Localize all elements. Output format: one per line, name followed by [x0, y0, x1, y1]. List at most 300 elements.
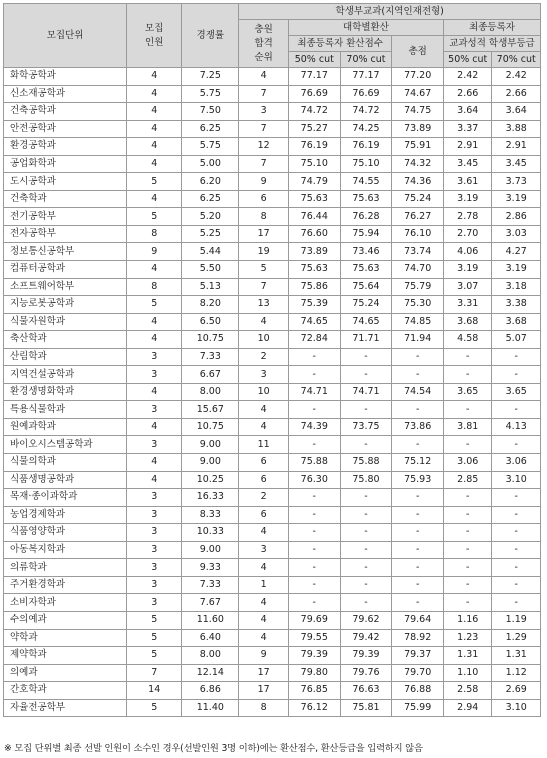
- row-unit-name: 공업화학과: [4, 155, 127, 173]
- table-cell: 9: [127, 243, 182, 261]
- row-unit-name: 지능로봇공학과: [4, 296, 127, 314]
- table-cell: 3.81: [444, 418, 492, 436]
- table-cell: 3: [127, 401, 182, 419]
- row-unit-name: 소프트웨어학부: [4, 278, 127, 296]
- table-cell: -: [288, 576, 340, 594]
- table-cell: 74.54: [392, 383, 444, 401]
- table-cell: 2.85: [444, 471, 492, 489]
- table-cell: -: [392, 401, 444, 419]
- row-unit-name: 도시공학과: [4, 173, 127, 191]
- table-cell: 79.64: [392, 611, 444, 629]
- table-cell: -: [444, 401, 492, 419]
- table-cell: 4: [127, 383, 182, 401]
- table-cell: -: [288, 436, 340, 454]
- table-row: [4, 576, 541, 594]
- table-cell: 6.40: [182, 629, 239, 647]
- table-cell: 4: [127, 68, 182, 86]
- table-cell: 79.42: [340, 629, 392, 647]
- table-cell: 3.03: [492, 225, 541, 243]
- table-cell: -: [492, 366, 541, 384]
- table-cell: 7.25: [182, 68, 239, 86]
- table-cell: 4: [239, 313, 289, 331]
- table-cell: 9.33: [182, 559, 239, 577]
- table-cell: 76.28: [340, 208, 392, 226]
- row-unit-name: 지역건설공학과: [4, 366, 127, 384]
- table-cell: -: [288, 541, 340, 559]
- table-cell: 4.58: [444, 331, 492, 349]
- table-cell: -: [288, 524, 340, 542]
- table-row: [4, 278, 541, 296]
- table-cell: 7.50: [182, 103, 239, 121]
- row-unit-name: 환경생명화학과: [4, 383, 127, 401]
- table-cell: 6: [239, 471, 289, 489]
- table-cell: 4: [127, 313, 182, 331]
- table-cell: 3: [127, 524, 182, 542]
- table-cell: 76.63: [340, 682, 392, 700]
- table-cell: 4: [127, 331, 182, 349]
- table-cell: 71.94: [392, 331, 444, 349]
- table-cell: 12.14: [182, 664, 239, 682]
- table-cell: 6: [239, 454, 289, 472]
- header-final-score: 최종등록자 환산점수: [288, 36, 391, 52]
- table-cell: 1.16: [444, 611, 492, 629]
- table-cell: 3.10: [492, 471, 541, 489]
- header-quota: 모집 인원: [127, 4, 182, 68]
- table-cell: 3.19: [492, 261, 541, 279]
- table-row: [4, 524, 541, 542]
- table-cell: -: [444, 576, 492, 594]
- table-cell: 3.38: [492, 296, 541, 314]
- table-cell: 4: [239, 559, 289, 577]
- table-cell: 3.64: [444, 103, 492, 121]
- header-extra-rank: 충원 합격 순위: [239, 20, 289, 68]
- table-cell: 76.60: [288, 225, 340, 243]
- table-cell: 1.12: [492, 664, 541, 682]
- table-cell: 73.75: [340, 418, 392, 436]
- table-cell: 5: [127, 208, 182, 226]
- table-cell: 75.79: [392, 278, 444, 296]
- row-unit-name: 안전공학과: [4, 120, 127, 138]
- table-cell: -: [444, 348, 492, 366]
- table-body: [4, 68, 541, 717]
- table-cell: 2.94: [444, 699, 492, 717]
- table-cell: 78.92: [392, 629, 444, 647]
- table-cell: -: [392, 541, 444, 559]
- table-row: [4, 471, 541, 489]
- admissions-table: [3, 3, 541, 717]
- table-cell: -: [392, 489, 444, 507]
- table-cell: -: [444, 436, 492, 454]
- table-cell: 4: [127, 471, 182, 489]
- table-cell: 4: [127, 138, 182, 156]
- table-cell: 4: [127, 190, 182, 208]
- table-row: [4, 647, 541, 665]
- table-cell: 76.88: [392, 682, 444, 700]
- table-cell: 4: [239, 418, 289, 436]
- table-cell: 7: [127, 664, 182, 682]
- table-cell: 73.89: [392, 120, 444, 138]
- table-cell: -: [492, 401, 541, 419]
- row-unit-name: 식물의학과: [4, 454, 127, 472]
- table-cell: -: [340, 541, 392, 559]
- table-cell: 3.06: [444, 454, 492, 472]
- row-unit-name: 정보통신공학부: [4, 243, 127, 261]
- table-cell: 76.10: [392, 225, 444, 243]
- table-cell: 8: [127, 278, 182, 296]
- table-cell: 5: [127, 296, 182, 314]
- row-unit-name: 원예과학과: [4, 418, 127, 436]
- table-cell: 75.64: [340, 278, 392, 296]
- table-cell: 8: [239, 208, 289, 226]
- table-cell: -: [340, 401, 392, 419]
- table-cell: 79.37: [392, 647, 444, 665]
- table-row: [4, 418, 541, 436]
- table-cell: 73.46: [340, 243, 392, 261]
- table-cell: 11.40: [182, 699, 239, 717]
- table-cell: -: [392, 594, 444, 612]
- table-cell: 75.30: [392, 296, 444, 314]
- header-grade-cut70: 70% cut: [492, 52, 541, 68]
- table-cell: 74.75: [392, 103, 444, 121]
- table-row: [4, 348, 541, 366]
- table-cell: 3.73: [492, 173, 541, 191]
- table-cell: 3.19: [444, 190, 492, 208]
- table-cell: 1: [239, 576, 289, 594]
- row-unit-name: 바이오시스템공학과: [4, 436, 127, 454]
- row-unit-name: 아동복지학과: [4, 541, 127, 559]
- table-cell: 3: [239, 103, 289, 121]
- table-cell: 75.63: [340, 190, 392, 208]
- table-cell: 5.07: [492, 331, 541, 349]
- table-cell: 4: [239, 68, 289, 86]
- table-cell: 73.74: [392, 243, 444, 261]
- table-cell: 74.70: [392, 261, 444, 279]
- table-cell: 4: [239, 401, 289, 419]
- table-cell: 3: [127, 506, 182, 524]
- table-cell: 17: [239, 664, 289, 682]
- table-cell: 75.63: [340, 261, 392, 279]
- table-row: [4, 138, 541, 156]
- table-cell: -: [288, 594, 340, 612]
- table-cell: 5: [127, 629, 182, 647]
- table-row: [4, 454, 541, 472]
- table-cell: 9.00: [182, 436, 239, 454]
- table-cell: 6.67: [182, 366, 239, 384]
- table-row: [4, 682, 541, 700]
- table-cell: 7.67: [182, 594, 239, 612]
- table-cell: -: [392, 506, 444, 524]
- table-cell: -: [288, 489, 340, 507]
- table-cell: 74.39: [288, 418, 340, 436]
- table-cell: 75.91: [392, 138, 444, 156]
- table-cell: 75.93: [392, 471, 444, 489]
- table-cell: 10: [239, 383, 289, 401]
- table-cell: 2.86: [492, 208, 541, 226]
- header-unit: 모집단위: [4, 4, 127, 68]
- table-cell: 76.12: [288, 699, 340, 717]
- table-cell: 75.63: [288, 190, 340, 208]
- table-cell: 4: [239, 611, 289, 629]
- table-cell: 5.00: [182, 155, 239, 173]
- row-unit-name: 컴퓨터공학과: [4, 261, 127, 279]
- table-cell: -: [492, 436, 541, 454]
- table-cell: 4: [239, 524, 289, 542]
- table-cell: 14: [127, 682, 182, 700]
- table-cell: 5.75: [182, 138, 239, 156]
- table-cell: 3: [239, 541, 289, 559]
- table-cell: 75.27: [288, 120, 340, 138]
- row-unit-name: 건축공학과: [4, 103, 127, 121]
- table-cell: 3.18: [492, 278, 541, 296]
- table-cell: -: [340, 559, 392, 577]
- table-cell: 3.61: [444, 173, 492, 191]
- row-unit-name: 소비자학과: [4, 594, 127, 612]
- table-cell: 2.42: [444, 68, 492, 86]
- table-row: [4, 85, 541, 103]
- table-cell: 76.19: [288, 138, 340, 156]
- table-cell: 7.33: [182, 348, 239, 366]
- table-cell: 3.68: [444, 313, 492, 331]
- table-cell: 3: [239, 366, 289, 384]
- table-cell: -: [444, 541, 492, 559]
- table-row: [4, 120, 541, 138]
- table-row: [4, 103, 541, 121]
- table-row: [4, 436, 541, 454]
- row-unit-name: 의류학과: [4, 559, 127, 577]
- table-cell: 3: [127, 576, 182, 594]
- table-cell: 7: [239, 85, 289, 103]
- table-cell: 75.86: [288, 278, 340, 296]
- table-cell: -: [340, 524, 392, 542]
- table-cell: 2.66: [492, 85, 541, 103]
- table-row: [4, 225, 541, 243]
- table-cell: -: [492, 594, 541, 612]
- table-row: [4, 296, 541, 314]
- table-cell: 3.45: [444, 155, 492, 173]
- header-score-cut50: 50% cut: [288, 52, 340, 68]
- table-cell: 7.33: [182, 576, 239, 594]
- table-cell: 74.25: [340, 120, 392, 138]
- table-cell: -: [340, 506, 392, 524]
- table-cell: 2: [239, 348, 289, 366]
- header-ratio: 경쟁률: [182, 4, 239, 68]
- table-cell: 74.72: [340, 103, 392, 121]
- table-cell: 9.00: [182, 454, 239, 472]
- table-cell: 4: [127, 454, 182, 472]
- table-cell: -: [492, 541, 541, 559]
- table-cell: 75.10: [288, 155, 340, 173]
- table-cell: -: [444, 594, 492, 612]
- table-cell: 1.10: [444, 664, 492, 682]
- table-cell: 4: [127, 155, 182, 173]
- row-unit-name: 건축학과: [4, 190, 127, 208]
- table-cell: -: [288, 366, 340, 384]
- table-cell: -: [392, 348, 444, 366]
- table-cell: 2.70: [444, 225, 492, 243]
- table-cell: 3: [127, 489, 182, 507]
- table-cell: 6.86: [182, 682, 239, 700]
- table-row: [4, 68, 541, 86]
- table-row: [4, 664, 541, 682]
- table-cell: -: [444, 506, 492, 524]
- table-cell: 73.86: [392, 418, 444, 436]
- row-unit-name: 수의예과: [4, 611, 127, 629]
- table-cell: 2.42: [492, 68, 541, 86]
- row-unit-name: 환경공학과: [4, 138, 127, 156]
- table-cell: 79.39: [340, 647, 392, 665]
- table-cell: 74.55: [340, 173, 392, 191]
- table-cell: 76.27: [392, 208, 444, 226]
- table-cell: 3.37: [444, 120, 492, 138]
- row-unit-name: 식품영양학과: [4, 524, 127, 542]
- table-cell: 3: [127, 348, 182, 366]
- table-row: [4, 383, 541, 401]
- table-cell: 1.29: [492, 629, 541, 647]
- table-cell: 74.72: [288, 103, 340, 121]
- row-unit-name: 주거환경학과: [4, 576, 127, 594]
- table-cell: 79.80: [288, 664, 340, 682]
- table-cell: 73.89: [288, 243, 340, 261]
- table-cell: -: [492, 348, 541, 366]
- table-cell: 4: [239, 629, 289, 647]
- table-cell: 4: [127, 120, 182, 138]
- header-grade-avg: 교과성적 학생부등급: [444, 36, 541, 52]
- table-cell: 76.69: [340, 85, 392, 103]
- table-cell: 75.94: [340, 225, 392, 243]
- row-unit-name: 식물자원학과: [4, 313, 127, 331]
- table-cell: 76.44: [288, 208, 340, 226]
- table-cell: 75.12: [392, 454, 444, 472]
- table-cell: 79.69: [288, 611, 340, 629]
- table-cell: 6.25: [182, 190, 239, 208]
- table-cell: 8.20: [182, 296, 239, 314]
- table-cell: 74.65: [340, 313, 392, 331]
- header-univ-score: 대학별환산: [288, 20, 443, 36]
- table-cell: 2.66: [444, 85, 492, 103]
- table-cell: 5: [127, 611, 182, 629]
- table-cell: 9: [239, 173, 289, 191]
- table-cell: 71.71: [340, 331, 392, 349]
- table-cell: -: [340, 576, 392, 594]
- table-cell: 4: [239, 594, 289, 612]
- table-row: [4, 401, 541, 419]
- table-cell: 8: [127, 225, 182, 243]
- table-cell: -: [392, 559, 444, 577]
- table-cell: 15.67: [182, 401, 239, 419]
- table-cell: 5.25: [182, 225, 239, 243]
- table-cell: -: [392, 576, 444, 594]
- table-row: [4, 489, 541, 507]
- table-cell: -: [444, 559, 492, 577]
- row-unit-name: 특용식물학과: [4, 401, 127, 419]
- table-cell: 7: [239, 120, 289, 138]
- header-final-registrant: 최종등록자: [444, 20, 541, 36]
- table-row: [4, 559, 541, 577]
- table-cell: 4: [127, 103, 182, 121]
- table-cell: -: [492, 559, 541, 577]
- table-row: [4, 594, 541, 612]
- table-cell: 77.17: [288, 68, 340, 86]
- table-cell: 75.39: [288, 296, 340, 314]
- table-cell: 11.60: [182, 611, 239, 629]
- table-cell: 4.06: [444, 243, 492, 261]
- table-cell: 10.75: [182, 418, 239, 436]
- table-row: [4, 173, 541, 191]
- table-cell: 8.00: [182, 647, 239, 665]
- row-unit-name: 화학공학과: [4, 68, 127, 86]
- row-unit-name: 축산학과: [4, 331, 127, 349]
- table-cell: -: [444, 489, 492, 507]
- table-cell: 3: [127, 594, 182, 612]
- table-cell: 12: [239, 138, 289, 156]
- table-cell: 2.91: [444, 138, 492, 156]
- table-cell: 5: [239, 261, 289, 279]
- table-cell: 6: [239, 190, 289, 208]
- table-cell: 4.27: [492, 243, 541, 261]
- table-cell: -: [340, 436, 392, 454]
- table-cell: 74.71: [288, 383, 340, 401]
- table-cell: 1.31: [492, 647, 541, 665]
- table-cell: 10: [239, 331, 289, 349]
- table-cell: 9.00: [182, 541, 239, 559]
- table-cell: 5: [127, 173, 182, 191]
- table-cell: 79.76: [340, 664, 392, 682]
- table-cell: 2.78: [444, 208, 492, 226]
- header-grade-cut50: 50% cut: [444, 52, 492, 68]
- table-cell: -: [288, 348, 340, 366]
- table-cell: 3.64: [492, 103, 541, 121]
- row-unit-name: 약학과: [4, 629, 127, 647]
- table-cell: 75.10: [340, 155, 392, 173]
- table-cell: 75.88: [288, 454, 340, 472]
- table-cell: 10.33: [182, 524, 239, 542]
- row-unit-name: 자율전공학부: [4, 699, 127, 717]
- table-cell: 3.68: [492, 313, 541, 331]
- table-cell: 8: [239, 699, 289, 717]
- table-cell: 3.06: [492, 454, 541, 472]
- table-row: [4, 208, 541, 226]
- row-unit-name: 전기공학부: [4, 208, 127, 226]
- table-cell: 3.65: [444, 383, 492, 401]
- table-cell: 5.50: [182, 261, 239, 279]
- table-row: [4, 261, 541, 279]
- table-cell: 74.65: [288, 313, 340, 331]
- table-cell: 13: [239, 296, 289, 314]
- table-cell: 6.20: [182, 173, 239, 191]
- table-row: [4, 313, 541, 331]
- table-cell: 6: [239, 506, 289, 524]
- table-cell: 8.00: [182, 383, 239, 401]
- table-cell: 6.50: [182, 313, 239, 331]
- table-cell: 74.67: [392, 85, 444, 103]
- table-cell: 75.80: [340, 471, 392, 489]
- table-cell: -: [492, 489, 541, 507]
- table-cell: 76.69: [288, 85, 340, 103]
- table-cell: 75.81: [340, 699, 392, 717]
- table-cell: -: [288, 401, 340, 419]
- table-cell: 2.91: [492, 138, 541, 156]
- table-cell: 5.13: [182, 278, 239, 296]
- table-cell: -: [340, 594, 392, 612]
- table-cell: 10.25: [182, 471, 239, 489]
- table-cell: 74.32: [392, 155, 444, 173]
- table-row: [4, 611, 541, 629]
- table-cell: 75.63: [288, 261, 340, 279]
- table-cell: 4: [127, 85, 182, 103]
- table-cell: 74.71: [340, 383, 392, 401]
- table-cell: 11: [239, 436, 289, 454]
- table-cell: 1.19: [492, 611, 541, 629]
